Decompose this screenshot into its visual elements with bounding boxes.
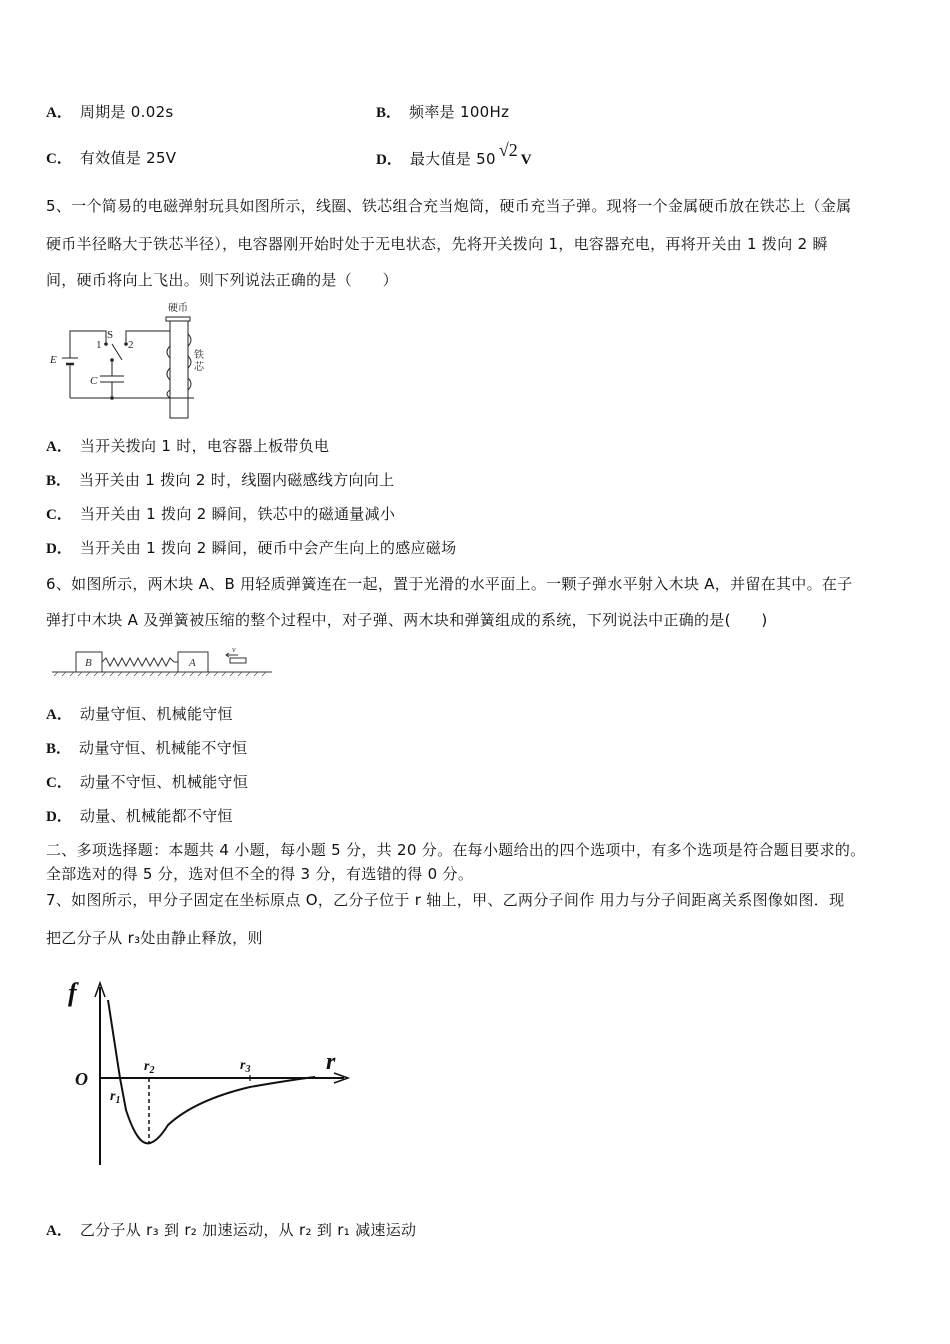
option-text: 动量不守恒、机械能守恒 <box>79 773 249 791</box>
q6-option-b <box>46 738 247 759</box>
q6-stem-line-2: 弹打中木块 A 及弹簧被压缩的整个过程中，对子弹、两木块和弹簧组成的系统，下列说法中正确的是( ) <box>46 611 768 629</box>
q6-option-a <box>46 704 233 725</box>
option-label: B． <box>46 473 72 489</box>
sqrt-symbol: √2 <box>498 140 518 160</box>
option-label: A． <box>46 439 72 455</box>
option-text: 动量守恒、机械能守恒 <box>79 705 233 723</box>
q4-option-a <box>46 102 174 123</box>
q5-option-d <box>46 538 456 559</box>
block-b-label: B <box>85 657 92 669</box>
switch-label: S <box>107 329 114 341</box>
block-a-label: A <box>189 657 196 669</box>
q6-option-d <box>46 806 233 827</box>
option-label: A． <box>46 1223 72 1239</box>
q4-option-c <box>46 148 176 169</box>
option-label: A． <box>46 105 72 121</box>
q5-stem-line-1: 5、一个简易的电磁弹射玩具如图所示，线圈、铁芯组合充当炮筒，硬币充当子弹。现将一个金属硬币放在铁芯上（金属 <box>46 197 852 215</box>
unit: V <box>520 152 532 168</box>
option-text: 当开关拨向 1 时，电容器上板带负电 <box>79 437 330 455</box>
r2-label: $r_2$ <box>144 1059 155 1076</box>
core-label-1: 铁 <box>194 350 204 361</box>
option-label: B． <box>376 105 402 121</box>
option-text: 动量、机械能都不守恒 <box>79 807 233 825</box>
option-label: B． <box>46 741 72 757</box>
q6-option-c <box>46 772 248 793</box>
q7-force-distance-graph <box>60 965 360 1175</box>
option-text: 当开关由 1 拨向 2 时，线圈内磁感线方向向上 <box>79 471 395 489</box>
r1-label: $r_1$ <box>110 1089 121 1106</box>
r3-label: $r_3$ <box>240 1058 251 1075</box>
origin-label: O <box>75 1069 88 1089</box>
option-label: D． <box>46 809 72 825</box>
q5-circuit-figure <box>44 298 244 420</box>
option-text: 当开关由 1 拨向 2 瞬间，铁芯中的磁通量减小 <box>79 505 396 523</box>
q5-option-a <box>46 436 329 457</box>
q7-stem-line-2: 把乙分子从 r₃处由静止释放，则 <box>46 929 263 947</box>
section2-instructions-line-1: 二、多项选择题：本题共 4 小题，每小题 5 分，共 20 分。在每小题给出的四个选项中，有多个选项是符合题目要求的。 <box>46 841 866 859</box>
option-text: 频率是 100Hz <box>409 103 510 121</box>
option-label: C． <box>46 151 72 167</box>
q5-stem-line-2: 硬币半径略大于铁芯半径），电容器刚开始时处于无电状态，先将开关拨向 1，电容器充电，再将开关由 1 拨向 2 瞬 <box>46 235 828 253</box>
option-text: 有效值是 25V <box>79 149 177 167</box>
option-label: A． <box>46 707 72 723</box>
position-2-label: 2 <box>128 339 134 351</box>
y-axis-label: f <box>68 978 77 1007</box>
q6-stem-line-1: 6、如图所示，两木块 A、B 用轻质弹簧连在一起，置于光滑的水平面上。一颗子弹水平射入木块 A，并留在其中。在子 <box>46 575 853 593</box>
option-text: 最大值是 50 <box>409 150 496 168</box>
option-label: D． <box>46 541 72 557</box>
coin-label: 硬币 <box>168 303 188 314</box>
q4-option-b <box>376 102 509 123</box>
core-label-2: 芯 <box>194 362 204 373</box>
q6-blocks-spring-figure <box>50 646 275 678</box>
q5-stem-line-3: 间，硬币将向上飞出。则下列说法正确的是（ ） <box>46 271 398 289</box>
option-text: 周期是 0.02s <box>79 103 174 121</box>
section2-instructions-line-2: 全部选对的得 5 分，选对但不全的得 3 分，有选错的得 0 分。 <box>46 865 474 883</box>
velocity-label: v <box>232 646 236 654</box>
capacitor-label: C <box>90 375 98 387</box>
q7-stem-line-1: 7、如图所示，甲分子固定在坐标原点 O，乙分子位于 r 轴上，甲、乙两分子间作 用力与分子间距离关系图像如图．现 <box>46 891 845 909</box>
q7-option-a <box>46 1220 416 1241</box>
q5-option-c <box>46 504 395 525</box>
x-axis-label: r <box>326 1049 336 1075</box>
option-text: 动量守恒、机械能不守恒 <box>79 739 248 757</box>
option-label: C． <box>46 507 72 523</box>
option-label: C． <box>46 775 72 791</box>
q4-option-d <box>376 140 532 170</box>
q5-option-b <box>46 470 394 491</box>
option-text: 当开关由 1 拨向 2 瞬间，硬币中会产生向上的感应磁场 <box>79 539 457 557</box>
option-label: D． <box>376 152 402 168</box>
battery-label: E <box>50 354 57 366</box>
position-1-label: 1 <box>96 339 102 351</box>
option-text: 乙分子从 r₃ 到 r₂ 加速运动，从 r₂ 到 r₁ 减速运动 <box>79 1221 417 1239</box>
